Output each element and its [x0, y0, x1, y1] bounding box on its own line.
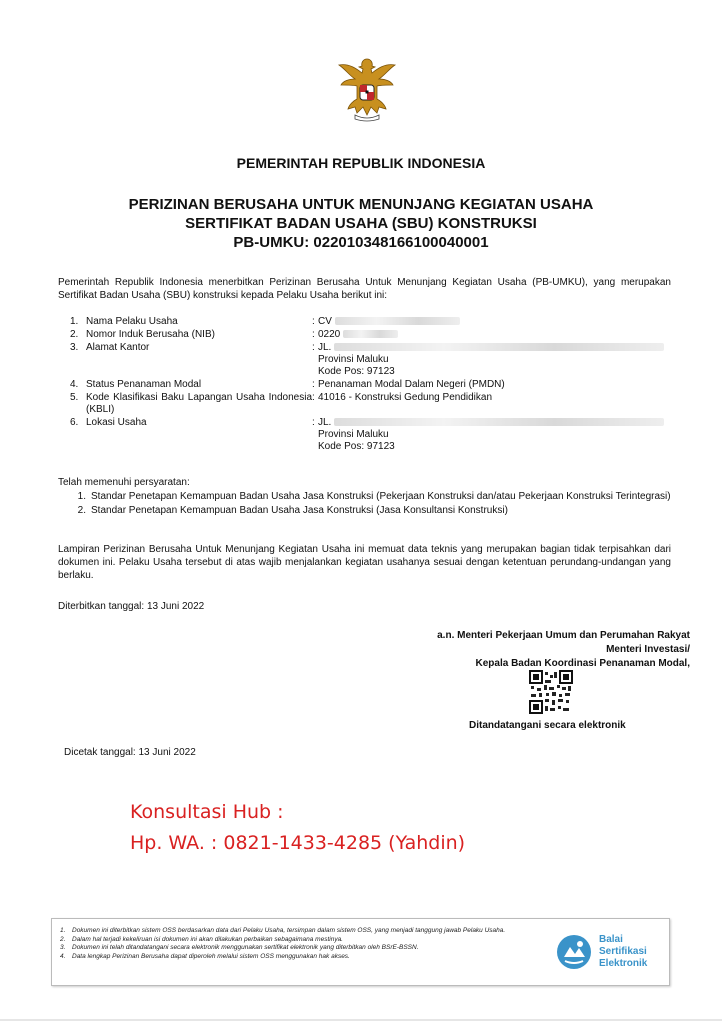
field-value: 41016 - Konstruksi Gedung Pendidikan: [318, 392, 493, 403]
field-label: Status Penanaman Modal: [86, 379, 202, 390]
permit-number: PB-UMKU: 022010348166100040001: [233, 234, 489, 251]
field-value: Penanaman Modal Dalam Negeri (PMDN): [318, 379, 505, 390]
signature-line-2: Menteri Investasi/: [606, 644, 690, 655]
business-fields: [70, 316, 670, 454]
bsre-line-2: Sertifikasi: [599, 946, 647, 957]
issued-date: Diterbitkan tanggal: 13 Juni 2022: [58, 601, 205, 612]
bsre-line-1: Balai: [599, 934, 623, 945]
footer-notes-box: [51, 918, 670, 986]
field-row-name: 1. Nama Pelaku Usaha : CV: [70, 316, 670, 328]
government-title: PEMERINTAH REPUBLIK INDONESIA: [236, 155, 486, 171]
field-label: Lokasi Usaha: [86, 417, 147, 428]
field-label: Nomor Induk Berusaha (NIB): [86, 329, 215, 340]
field-row-office-address: 3. Alamat Kantor : JL. Provinsi Maluku Kode Pos: 97123: [70, 342, 670, 378]
redacted-text: [343, 330, 398, 338]
redacted-text: [335, 317, 460, 325]
consultation-overlay: [130, 797, 465, 859]
redacted-text: [334, 418, 664, 426]
certificate-title: [0, 195, 722, 252]
attachment-paragraph: Lampiran Perizinan Berusaha Untuk Menunjang Kegiatan Usaha ini memuat data teknis yang merupakan bagian tidak terpisahkan dari dokumen ini. Pelaku Usaha tersebut di atas wajib menjalankan kegiatan usahanya sesuai dengan ketentuan perundang-undangan yang berlaku.: [58, 544, 671, 581]
qr-code-icon: [529, 670, 573, 714]
printed-date: Dicetak tanggal: 13 Juni 2022: [64, 747, 196, 758]
field-row-kbli: 5. Kode Klasifikasi Baku Lapangan Usaha Indonesia (KBLI) : 41016 - Konstruksi Gedung Pendidikan: [70, 392, 670, 416]
redacted-text: [334, 343, 664, 351]
footer-notes: [60, 927, 540, 961]
field-value: CV: [318, 316, 670, 328]
bsre-seal-icon: [555, 933, 593, 971]
bsre-logo: [555, 931, 667, 975]
field-row-nib: 2. Nomor Induk Berusaha (NIB) : 0220: [70, 329, 670, 341]
field-row-investment-status: 4. Status Penanaman Modal : Penanaman Modal Dalam Negeri (PMDN): [70, 379, 670, 391]
field-row-business-location: 6. Lokasi Usaha : JL. Provinsi Maluku Kode Pos: 97123: [70, 417, 670, 453]
requirement-item: 2. Standar Penetapan Kemampuan Badan Usaha Jasa Konstruksi (Jasa Konsultansi Konstruksi): [77, 505, 508, 516]
requirements-section: [58, 477, 671, 517]
requirement-item: 1. Standar Penetapan Kemampuan Badan Usaha Jasa Konstruksi (Pekerjaan Konstruksi dan/atau Pekerjaan Konstruksi Terintegrasi): [77, 491, 671, 502]
footer-note: 2. Dalam hal terjadi kekeliruan isi dokumen ini akan dilakukan perbaikan sebagaimana mestinya.: [60, 935, 343, 943]
field-value: JL. Provinsi Maluku Kode Pos: 97123: [318, 417, 670, 453]
garuda-emblem-icon: [333, 55, 401, 123]
field-value: JL. Provinsi Maluku Kode Pos: 97123: [318, 342, 670, 378]
signature-block: [400, 629, 690, 671]
field-label: Alamat Kantor: [86, 342, 150, 353]
footer-note: 4. Data lengkap Perizinan Berusaha dapat diperoleh melalui sistem OSS menggunakan hak akses.: [60, 952, 350, 960]
intro-paragraph: Pemerintah Republik Indonesia menerbitkan Perizinan Berusaha Untuk Menunjang Kegiatan Usaha (PB-UMKU), yang merupakan Sertifikat Badan Usaha (SBU) konstruksi kepada Pelaku Usaha berikut ini:: [58, 277, 671, 301]
page-edge-divider: [0, 1019, 722, 1021]
consultation-heading: Konsultasi Hub :: [130, 801, 284, 823]
title-line-1: PERIZINAN BERUSAHA UNTUK MENUNJANG KEGIATAN USAHA: [128, 196, 594, 213]
field-label: Kode Klasifikasi Baku Lapangan Usaha Indonesia (KBLI): [86, 392, 312, 415]
footer-note: 1. Dokumen ini diterbitkan sistem OSS berdasarkan data dari Pelaku Usaha, tersimpan dalam sistem OSS, yang menjadi tanggung jawab Pelaku Usaha.: [60, 927, 506, 934]
signature-line-1: a.n. Menteri Pekerjaan Umum dan Perumahan Rakyat: [437, 630, 690, 641]
signature-line-3: Kepala Badan Koordinasi Penanaman Modal,: [475, 658, 690, 669]
consultation-contact: Hp. WA. : 0821-1433-4285 (Yahdin): [130, 832, 466, 854]
electronic-signature-label: Ditandatangani secara elektronik: [469, 720, 626, 731]
title-line-2: SERTIFIKAT BADAN USAHA (SBU) KONSTRUKSI: [185, 215, 537, 232]
requirements-heading: Telah memenuhi persyaratan:: [58, 477, 190, 488]
bsre-line-3: Elektronik: [599, 958, 648, 969]
field-label: Nama Pelaku Usaha: [86, 316, 178, 327]
footer-note: 3. Dokumen ini telah ditandatangani secara elektronik menggunakan sertifikat elektronik yang diterbitkan oleh BSrE-BSSN.: [60, 944, 419, 951]
field-value: 0220: [318, 329, 670, 341]
